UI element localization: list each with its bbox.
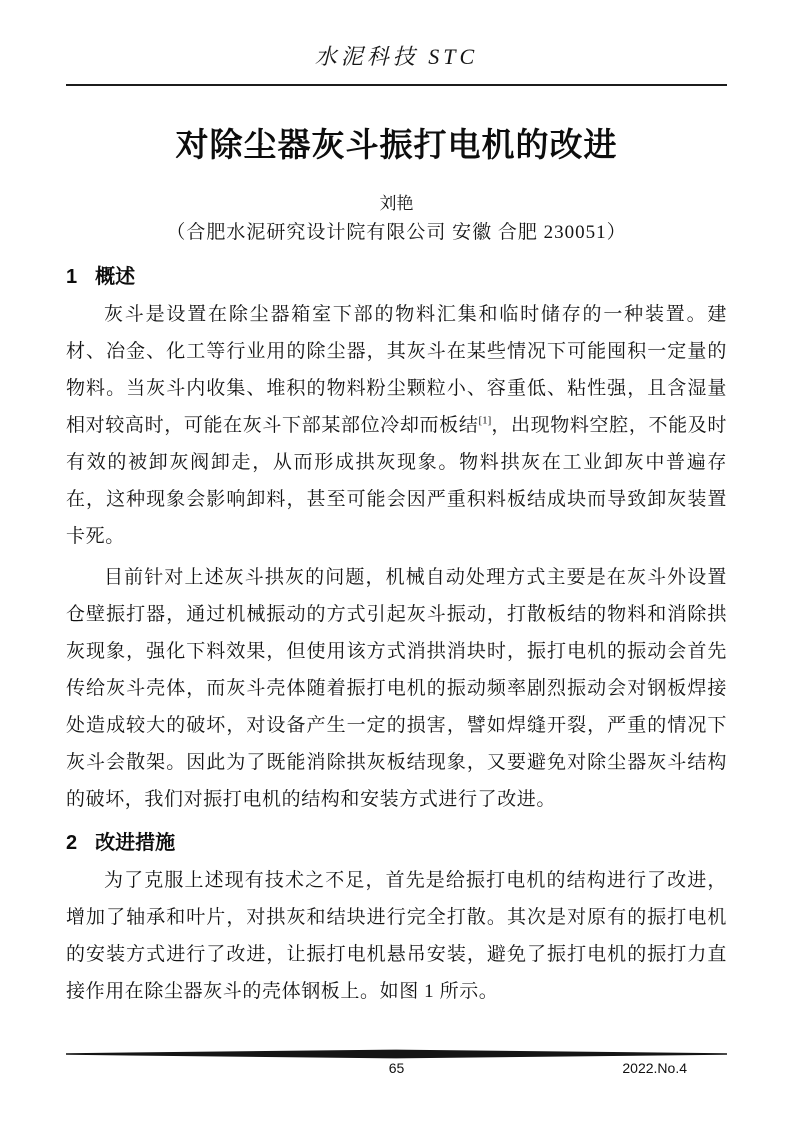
section-title: 改进措施: [95, 832, 176, 854]
section-heading-overview: [66, 262, 727, 292]
author-name: 刘艳: [379, 194, 414, 213]
section-number: 1: [66, 266, 78, 288]
author-affiliation: （合肥水泥研究设计院有限公司 安徽 合肥 230051）: [166, 222, 627, 243]
paragraph-overview-1: [66, 296, 727, 555]
paragraph-improvements-1: 为了克服上述现有技术之不足，首先是给振打电机的结构进行了改进，增加了轴承和叶片，对拱灰和结块进行完全打散。其次是对原有的振打电机的安装方式进行了改进，让振打电机悬吊安装，避免了振打电机的振打力直接作用在除尘器灰斗的壳体钢板上。如图 1 所示。: [66, 870, 727, 1002]
article-title: 对除尘器灰斗振打电机的改进: [175, 126, 618, 163]
footer-rule: [66, 1049, 727, 1059]
issue-number: 2022.No.4: [622, 1060, 687, 1076]
section-title: 概述: [95, 266, 136, 288]
page-content: [66, 0, 727, 1010]
paragraph-text: 灰斗是设置在除尘器箱室下部的物料汇集和临时储存的一种装置。建材、冶金、化工等行业用的除尘器，其灰斗在某些情况下可能囤积一定量的物料。当灰斗内收集、堆积的物料粉尘颗粒小、容重低、粘性强，且含湿量相对较高时，可能在灰斗下部某部位冷却而板结: [66, 304, 727, 436]
paragraph-text: ，出现物料空腔，不能及时有效的被卸灰阀卸走，从而形成拱灰现象。物料拱灰在工业卸灰中普遍存在，这种现象会影响卸料，甚至可能会因严重积料板结成块而导致卸灰装置卡死。: [66, 415, 727, 547]
section-number: 2: [66, 832, 78, 854]
section-heading-improvements: [66, 828, 727, 858]
header-rule: [66, 84, 727, 86]
citation-ref-1: [1]: [478, 414, 492, 427]
page-number: 65: [388, 1060, 405, 1076]
journal-name: 水泥科技 STC: [314, 44, 479, 69]
paragraph-overview-2: 目前针对上述灰斗拱灰的问题，机械自动处理方式主要是在灰斗外设置仓壁振打器，通过机械振动的方式引起灰斗振动，打散板结的物料和消除拱灰现象，强化下料效果，但使用该方式消拱消块时，振打电机的振动会首先传给灰斗壳体，而灰斗壳体随着振打电机的振动频率剧烈振动会对钢板焊接处造成较大的破坏，对设备产生一定的损害，譬如焊缝开裂，严重的情况下灰斗会散架。因此为了既能消除拱灰板结现象，又要避免对除尘器灰斗结构的破坏，我们对振打电机的结构和安装方式进行了改进。: [66, 567, 727, 810]
